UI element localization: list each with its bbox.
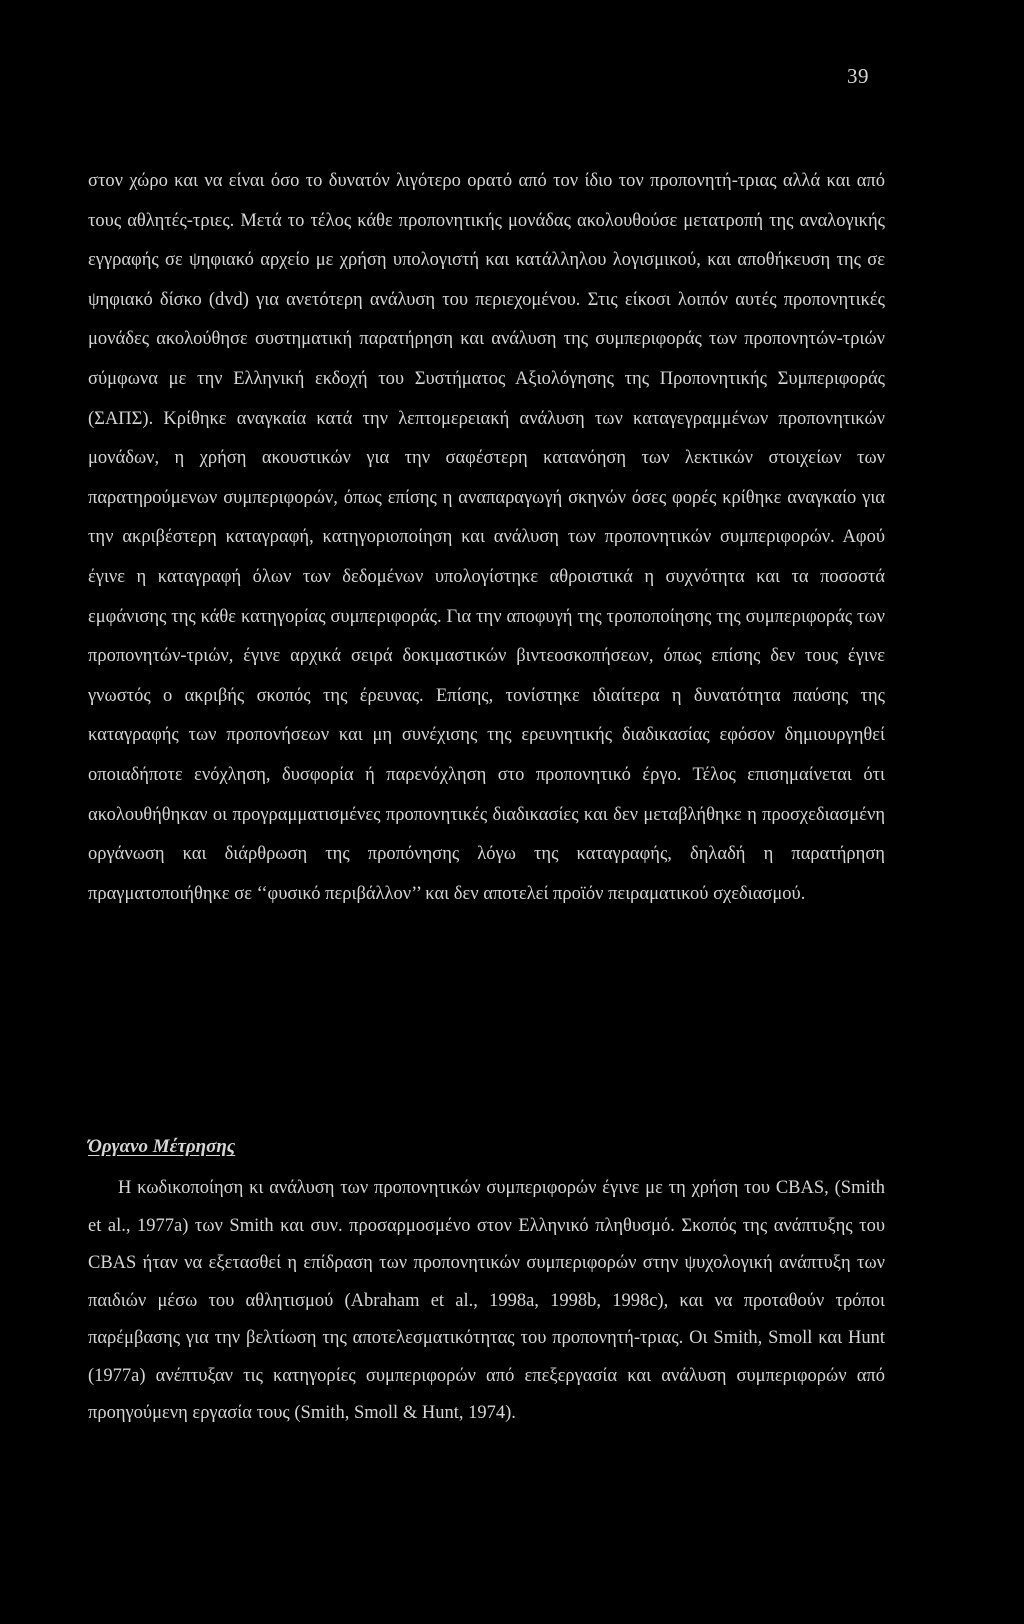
- body-paragraph-2: Η κωδικοποίηση κι ανάλυση των προπονητικών συμπεριφορών έγινε με τη χρήση του CBAS, (Smith et al., 1977a) των Smith και συν. προσαρμοσμένο στον Ελληνικό πληθυσμό. Σκοπός της ανάπτυξης του CBAS ήταν να εξετασθεί η επίδραση των προπονητικών συμπεριφορών στην ψυχολογική ανάπτυξη των παιδιών μέσω του αθλητισμού (Abraham et al., 1998a, 1998b, 1998c), και να προταθούν τρόποι παρέμβασης για την βελτίωση της αποτελεσματικότητας του προπονητή-τριας. Οι Smith, Smoll και Hunt (1977a) ανέπτυξαν τις κατηγορίες συμπεριφορών από επεξεργασία και ανάλυση συμπεριφορών από προηγούμενη εργασία τους (Smith, Smoll & Hunt, 1974).: [88, 1178, 885, 1423]
- section-heading: Όργανο Μέτρησης: [88, 1136, 236, 1157]
- body-paragraph-1: στον χώρο και να είναι όσο το δυνατόν λιγότερο ορατό από τον ίδιο τον προπονητή-τριας αλλά και από τους αθλητές-τριες. Μετά το τέλος κάθε προπονητικής μονάδας ακολουθούσε μετατροπή της αναλογικής εγγραφής σε ψηφιακό αρχείο με χρήση υπολογιστή και κατάλληλου λογισμικού, και αποθήκευση της σε ψηφιακό δίσκο (dvd) για ανετότερη ανάλυση του περιεχομένου. Στις είκοσι λοιπόν αυτές προπονητικές μονάδες ακολούθησε συστηματική παρατήρηση και ανάλυση της συμπεριφοράς των προπονητών-τριών σύμφωνα με την Ελληνική εκδοχή του Συστήματος Αξιολόγησης της Προπονητικής Συμπεριφοράς (ΣΑΠΣ). Κρίθηκε αναγκαία κατά την λεπτομερειακή ανάλυση των καταγεγραμμένων προπονητικών μονάδων, η χρήση ακουστικών για την σαφέστερη κατανόηση των λεκτικών στοιχείων των παρατηρούμενων συμπεριφορών, όπως επίσης η αναπαραγωγή σκηνών όσες φορές κρίθηκε αναγκαίο για την ακριβέστερη καταγραφή, κατηγοριοποίηση και ανάλυση των προπονητικών συμπεριφορών. Αφού έγινε η καταγραφή όλων των δεδομένων υπολογίστηκε αθροιστικά η συχνότητα και τα ποσοστά εμφάνισης της κάθε κατηγορίας συμπεριφοράς. Για την αποφυγή της τροποποίησης της συμπεριφοράς των προπονητών-τριών, έγινε αρχικά σειρά δοκιμαστικών βιντεοσκοπήσεων, όπως επίσης δεν τους έγινε γνωστός ο ακριβής σκοπός της έρευνας. Επίσης, τονίστηκε ιδιαίτερα η δυνατότητα παύσης της καταγραφής των προπονήσεων και μη συνέχισης της ερευνητικής διαδικασίας εφόσον δημιουργηθεί οποιαδήποτε ενόχληση, δυσφορία ή παρενόχληση στο προπονητικό έργο. Τέλος επισημαίνεται ότι ακολουθήθηκαν οι προγραμματισμένες προπονητικές διαδικασίες και δεν μεταβλήθηκε η προσχεδιασμένη οργάνωση και διάρθρωση της προπόνησης λόγω της καταγραφής, δηλαδή η παρατήρηση πραγματοποιήθηκε σε ‘‘φυσικό περιβάλλον’’ και δεν αποτελεί προϊόν πειραματικού σχεδιασμού.: [88, 171, 885, 904]
- page-number: 39: [847, 64, 869, 88]
